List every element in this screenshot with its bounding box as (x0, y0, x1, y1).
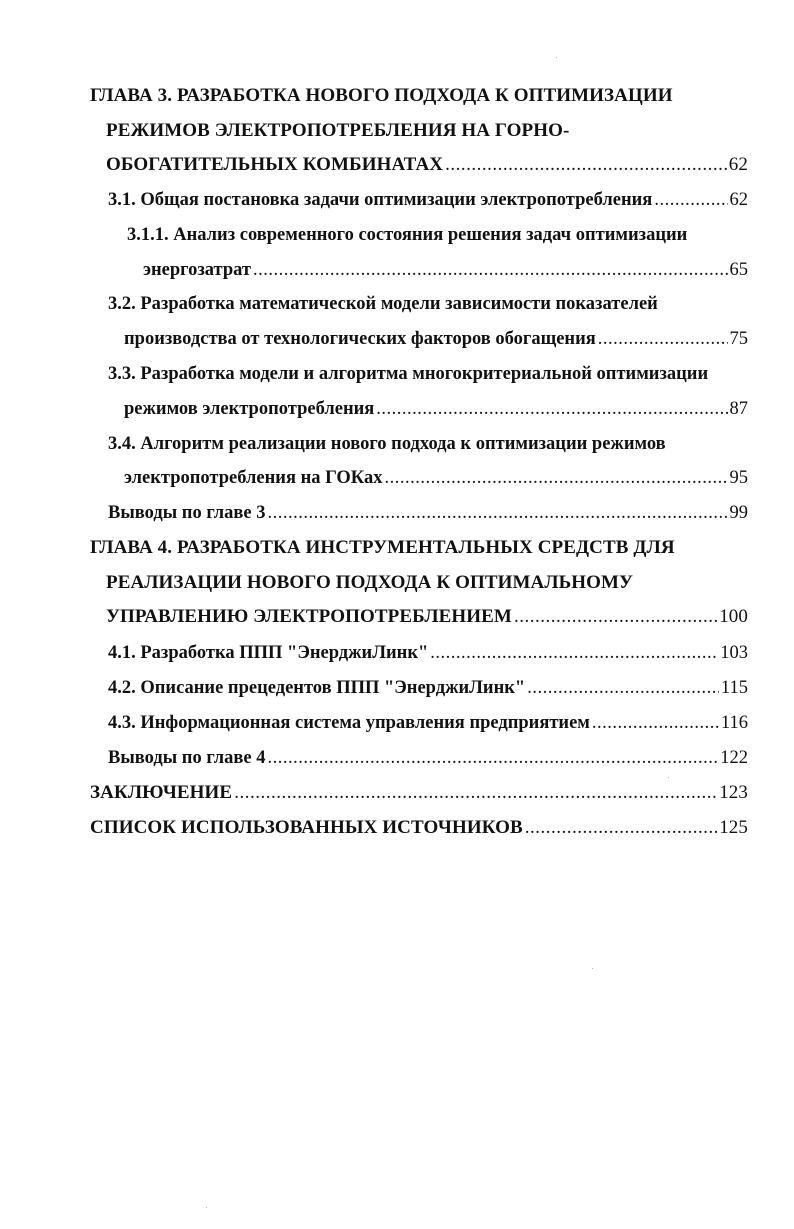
entry-title: энергозатрат (143, 260, 252, 280)
toc-entry-conclusions-3[interactable] (108, 501, 748, 525)
page-number: 95 (729, 468, 748, 488)
entry-title: режимов электропотребления (124, 399, 375, 419)
page-number: 123 (719, 782, 748, 803)
entry-title: ЗАКЛЮЧЕНИЕ (90, 782, 233, 803)
leader-dots (430, 641, 718, 665)
page-number: 115 (720, 678, 748, 698)
page-number: 99 (729, 503, 748, 523)
entry-title: Выводы по главе 3 (108, 503, 266, 523)
entry-title: 3.1. Общая постановка задачи оптимизации электропотребления (108, 190, 653, 210)
toc-entry-chapter-3[interactable] (106, 153, 748, 177)
leader-dots (527, 676, 719, 700)
page-number: 103 (720, 643, 748, 663)
leader-dots (514, 605, 717, 629)
leader-dots (445, 153, 727, 177)
toc-entry-references[interactable] (90, 816, 748, 840)
toc-entry-4-1[interactable] (108, 641, 748, 665)
leader-dots (376, 397, 727, 421)
leader-dots (525, 816, 717, 840)
scan-speck (206, 1207, 207, 1208)
toc-entry-conclusions-4[interactable] (108, 746, 748, 770)
chapter-4-title-line-2: РЕАЛИЗАЦИИ НОВОГО ПОДХОДА К ОПТИМАЛЬНОМУ (106, 572, 634, 593)
toc-entry-chapter-4[interactable] (106, 605, 748, 629)
leader-dots (253, 258, 727, 282)
entry-title: 4.1. Разработка ППП "ЭнерджиЛинк" (108, 643, 429, 663)
leader-dots (234, 781, 717, 805)
leader-dots (598, 327, 728, 351)
toc-entry-3-2-line-1: 3.2. Разработка математической модели зависимости показателей (108, 294, 658, 314)
entry-title: электропотребления на ГОКах (124, 468, 383, 488)
toc-entry-4-2[interactable] (108, 676, 748, 700)
entry-title: Выводы по главе 4 (108, 748, 266, 768)
page-number: 100 (719, 606, 748, 627)
page-number: 87 (729, 399, 748, 419)
toc-entry-3-3[interactable] (124, 397, 748, 421)
entry-title: производства от технологических факторов обогащения (124, 329, 596, 349)
toc-entry-3-4[interactable] (124, 466, 748, 490)
leader-dots (384, 466, 727, 490)
leader-dots (654, 188, 727, 212)
toc-entry-3-4-line-1: 3.4. Алгоритм реализации нового подхода к оптимизации режимов (108, 434, 666, 454)
toc-entry-3-1[interactable] (108, 188, 748, 212)
page-number: 75 (729, 329, 748, 349)
page-number: 62 (728, 154, 748, 175)
leader-dots (268, 746, 719, 770)
toc-entry-3-1-1[interactable] (143, 258, 748, 282)
page-number: 125 (719, 817, 748, 838)
chapter-4-title-line-1: ГЛАВА 4. РАЗРАБОТКА ИНСТРУМЕНТАЛЬНЫХ СРЕДСТВ ДЛЯ (90, 537, 675, 558)
entry-title: 4.2. Описание прецедентов ППП "ЭнерджиЛинк" (108, 678, 526, 698)
toc-entry-4-3[interactable] (108, 711, 748, 735)
chapter-3-title-line-3: ОБОГАТИТЕЛЬНЫХ КОМБИНАТАХ (106, 154, 444, 175)
page-number: 65 (729, 260, 748, 280)
toc-entry-3-2[interactable] (124, 327, 748, 351)
chapter-3-title-line-2: РЕЖИМОВ ЭЛЕКТРОПОТРЕБЛЕНИЯ НА ГОРНО- (106, 120, 570, 141)
scan-speck (668, 777, 669, 778)
page-number: 62 (729, 190, 748, 210)
chapter-4-title-line-3: УПРАВЛЕНИЮ ЭЛЕКТРОПОТРЕБЛЕНИЕМ (106, 606, 512, 627)
toc-entry-3-3-line-1: 3.3. Разработка модели и алгоритма многокритериальной оптимизации (108, 364, 709, 384)
page-number: 116 (720, 713, 748, 733)
chapter-3-title-line-1: ГЛАВА 3. РАЗРАБОТКА НОВОГО ПОДХОДА К ОПТИМИЗАЦИИ (90, 85, 673, 106)
toc-entry-3-1-1-line-1: 3.1.1. Анализ современного состояния решения задач оптимизации (127, 225, 688, 245)
leader-dots (268, 501, 728, 525)
toc-entry-conclusion[interactable] (90, 781, 748, 805)
scan-speck (592, 968, 593, 969)
entry-title: 4.3. Информационная система управления предприятием (108, 713, 590, 733)
leader-dots (592, 711, 719, 735)
page-number: 122 (720, 748, 748, 768)
entry-title: СПИСОК ИСПОЛЬЗОВАННЫХ ИСТОЧНИКОВ (90, 817, 523, 838)
scan-speck (556, 57, 557, 58)
